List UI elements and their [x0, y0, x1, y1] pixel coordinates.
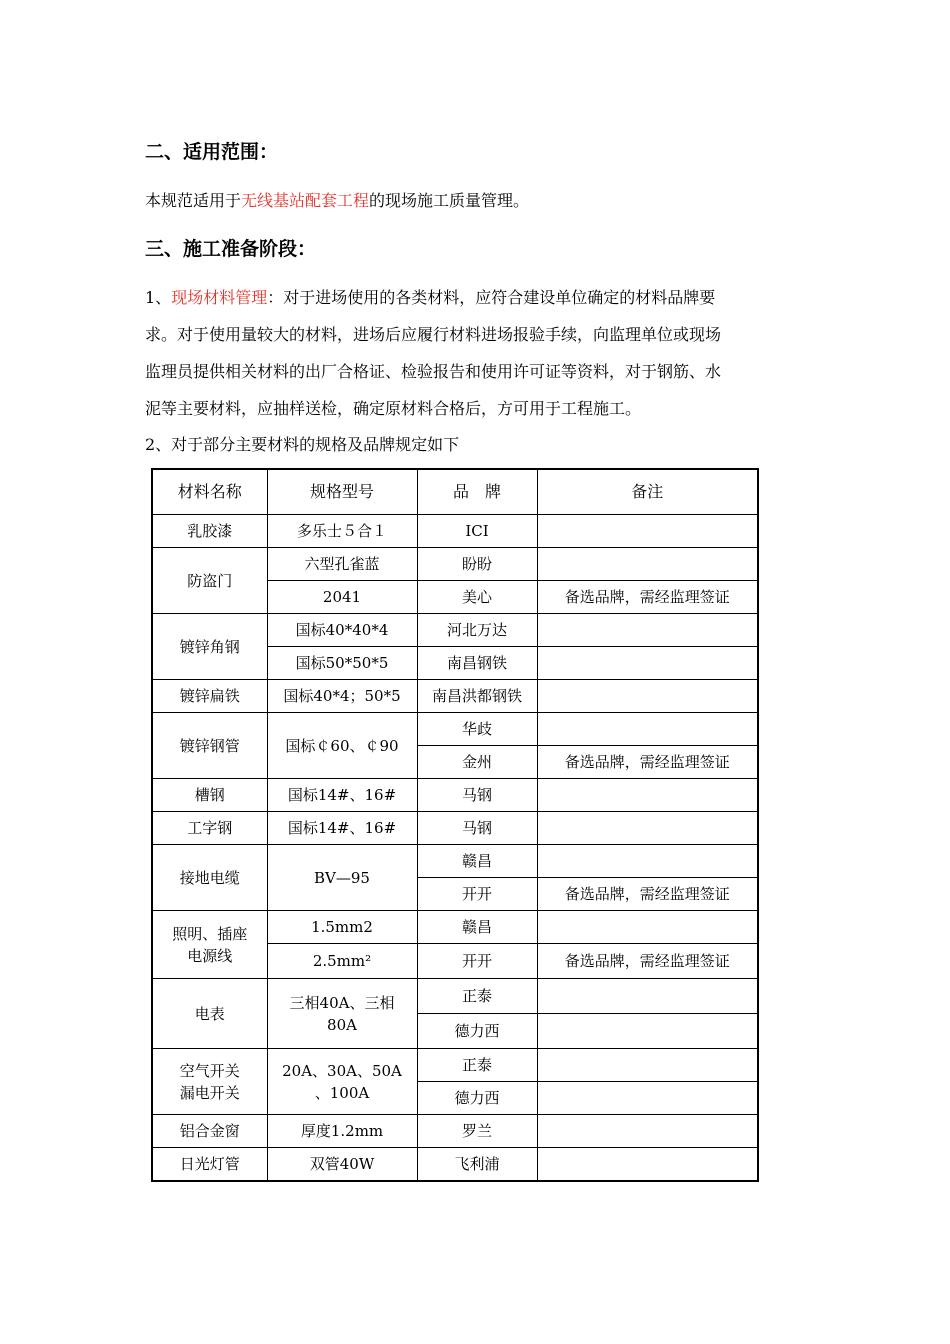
cell-name: 镀锌钢管 — [152, 713, 267, 779]
item1-line4: 泥等主要材料，应抽样送检，确定原材料合格后，方可用于工程施工。 — [145, 399, 642, 418]
table-row — [152, 845, 758, 878]
cell-note — [537, 548, 758, 581]
table-row — [152, 1049, 758, 1082]
cell-spec: 六型孔雀蓝 — [267, 548, 417, 581]
cell-brand: 河北万达 — [417, 614, 537, 647]
cell-note: 备选品牌，需经监理签证 — [537, 944, 758, 979]
cell-name: 防盗门 — [152, 548, 267, 614]
table-header-row — [152, 469, 758, 515]
cell-brand: 南昌钢铁 — [417, 647, 537, 680]
cell-spec: 厚度1.2mm — [267, 1115, 417, 1148]
cell-brand: 开开 — [417, 944, 537, 979]
cell-brand: 金州 — [417, 746, 537, 779]
cell-brand: 盼盼 — [417, 548, 537, 581]
table-row — [152, 1115, 758, 1148]
cell-spec: 国标50*50*5 — [267, 647, 417, 680]
header-name: 材料名称 — [152, 469, 267, 515]
table-row — [152, 1148, 758, 1182]
cell-note — [537, 911, 758, 944]
cell-name: 日光灯管 — [152, 1148, 267, 1182]
cell-spec-line2: 80A — [327, 1015, 357, 1034]
cell-brand: 马钢 — [417, 812, 537, 845]
cell-note — [537, 979, 758, 1014]
table-row — [152, 548, 758, 581]
cell-name: 工字钢 — [152, 812, 267, 845]
header-spec: 规格型号 — [267, 469, 417, 515]
scope-paragraph — [145, 190, 529, 212]
item1-line3: 监理员提供相关材料的出厂合格证、检验报告和使用许可证等资料，对于钢筋、水 — [145, 362, 722, 381]
cell-name-line1: 照明、插座 — [172, 924, 248, 943]
cell-note — [537, 647, 758, 680]
cell-spec: 国标40*4；50*5 — [267, 680, 417, 713]
scope-text-post: 的现场施工质量管理。 — [369, 191, 530, 210]
cell-note — [537, 1082, 758, 1115]
cell-spec: 国标14#、16# — [267, 779, 417, 812]
cell-note — [537, 680, 758, 713]
cell-spec: 1.5mm2 — [267, 911, 417, 944]
cell-note — [537, 1115, 758, 1148]
table-row — [152, 614, 758, 647]
materials-table — [151, 468, 759, 1182]
scope-text-highlight: 无线基站配套工程 — [241, 191, 370, 210]
cell-note — [537, 845, 758, 878]
cell-note: 备选品牌，需经监理签证 — [537, 878, 758, 911]
cell-note: 备选品牌，需经监理签证 — [537, 746, 758, 779]
table-row — [152, 779, 758, 812]
item1-line1 — [145, 287, 715, 309]
cell-name-line2: 漏电开关 — [179, 1083, 240, 1102]
cell-spec: 2.5mm² — [267, 944, 417, 979]
item1-line1-rest: ：对于进场使用的各类材料，应符合建设单位确定的材料品牌要 — [267, 288, 716, 307]
cell-name: 接地电缆 — [152, 845, 267, 911]
item1-line2: 求。对于使用量较大的材料，进场后应履行材料进场报验手续，向监理单位或现场 — [145, 325, 722, 344]
cell-note: 备选品牌，需经监理签证 — [537, 581, 758, 614]
cell-brand: 南昌洪都钢铁 — [417, 680, 537, 713]
cell-note — [537, 779, 758, 812]
cell-name: 镀锌角钢 — [152, 614, 267, 680]
cell-brand: 德力西 — [417, 1082, 537, 1115]
cell-spec: BV—95 — [267, 845, 417, 911]
cell-brand: 开开 — [417, 878, 537, 911]
cell-note — [537, 1049, 758, 1082]
table-row — [152, 979, 758, 1014]
cell-brand: ICI — [417, 515, 537, 548]
cell-note — [537, 614, 758, 647]
cell-brand: 华歧 — [417, 713, 537, 746]
cell-spec-line2: 、100A — [314, 1083, 370, 1102]
cell-spec — [267, 1049, 417, 1115]
scope-text-pre: 本规范适用于 — [145, 191, 242, 210]
table-row — [152, 713, 758, 746]
cell-name: 乳胶漆 — [152, 515, 267, 548]
table-row — [152, 680, 758, 713]
header-brand: 品 牌 — [417, 469, 537, 515]
cell-spec: 双管40W — [267, 1148, 417, 1182]
cell-spec: 国标￠60、￠90 — [267, 713, 417, 779]
scope-heading: 二、适用范围： — [145, 141, 279, 163]
cell-note — [537, 1014, 758, 1049]
cell-name-line2: 电源线 — [187, 946, 233, 965]
cell-name: 槽钢 — [152, 779, 267, 812]
cell-name: 电表 — [152, 979, 267, 1049]
cell-brand: 马钢 — [417, 779, 537, 812]
cell-spec: 国标14#、16# — [267, 812, 417, 845]
cell-spec — [267, 979, 417, 1049]
cell-note — [537, 1148, 758, 1182]
cell-name: 镀锌扁铁 — [152, 680, 267, 713]
cell-note — [537, 515, 758, 548]
cell-note — [537, 713, 758, 746]
table-row — [152, 911, 758, 944]
cell-spec-line1: 三相40A、三相 — [289, 993, 395, 1012]
cell-note — [537, 812, 758, 845]
item1-highlight: 现场材料管理 — [171, 288, 268, 307]
header-note: 备注 — [537, 469, 758, 515]
item2-line: 2、对于部分主要材料的规格及品牌规定如下 — [145, 435, 460, 454]
item1-prefix: 1、 — [145, 288, 172, 307]
cell-brand: 德力西 — [417, 1014, 537, 1049]
cell-brand: 飞利浦 — [417, 1148, 537, 1182]
cell-brand: 美心 — [417, 581, 537, 614]
cell-name — [152, 1049, 267, 1115]
cell-spec-line1: 20A、30A、50A — [282, 1061, 402, 1080]
cell-name — [152, 911, 267, 979]
cell-brand: 正泰 — [417, 1049, 537, 1082]
cell-spec: 多乐士５合１ — [267, 515, 417, 548]
prep-heading: 三、施工准备阶段： — [145, 238, 317, 260]
cell-brand: 正泰 — [417, 979, 537, 1014]
cell-brand: 赣昌 — [417, 845, 537, 878]
cell-brand: 赣昌 — [417, 911, 537, 944]
table-row — [152, 812, 758, 845]
table-row — [152, 515, 758, 548]
cell-name-line1: 空气开关 — [179, 1061, 240, 1080]
cell-spec: 2041 — [267, 581, 417, 614]
cell-brand: 罗兰 — [417, 1115, 537, 1148]
cell-spec: 国标40*40*4 — [267, 614, 417, 647]
cell-name: 铝合金窗 — [152, 1115, 267, 1148]
